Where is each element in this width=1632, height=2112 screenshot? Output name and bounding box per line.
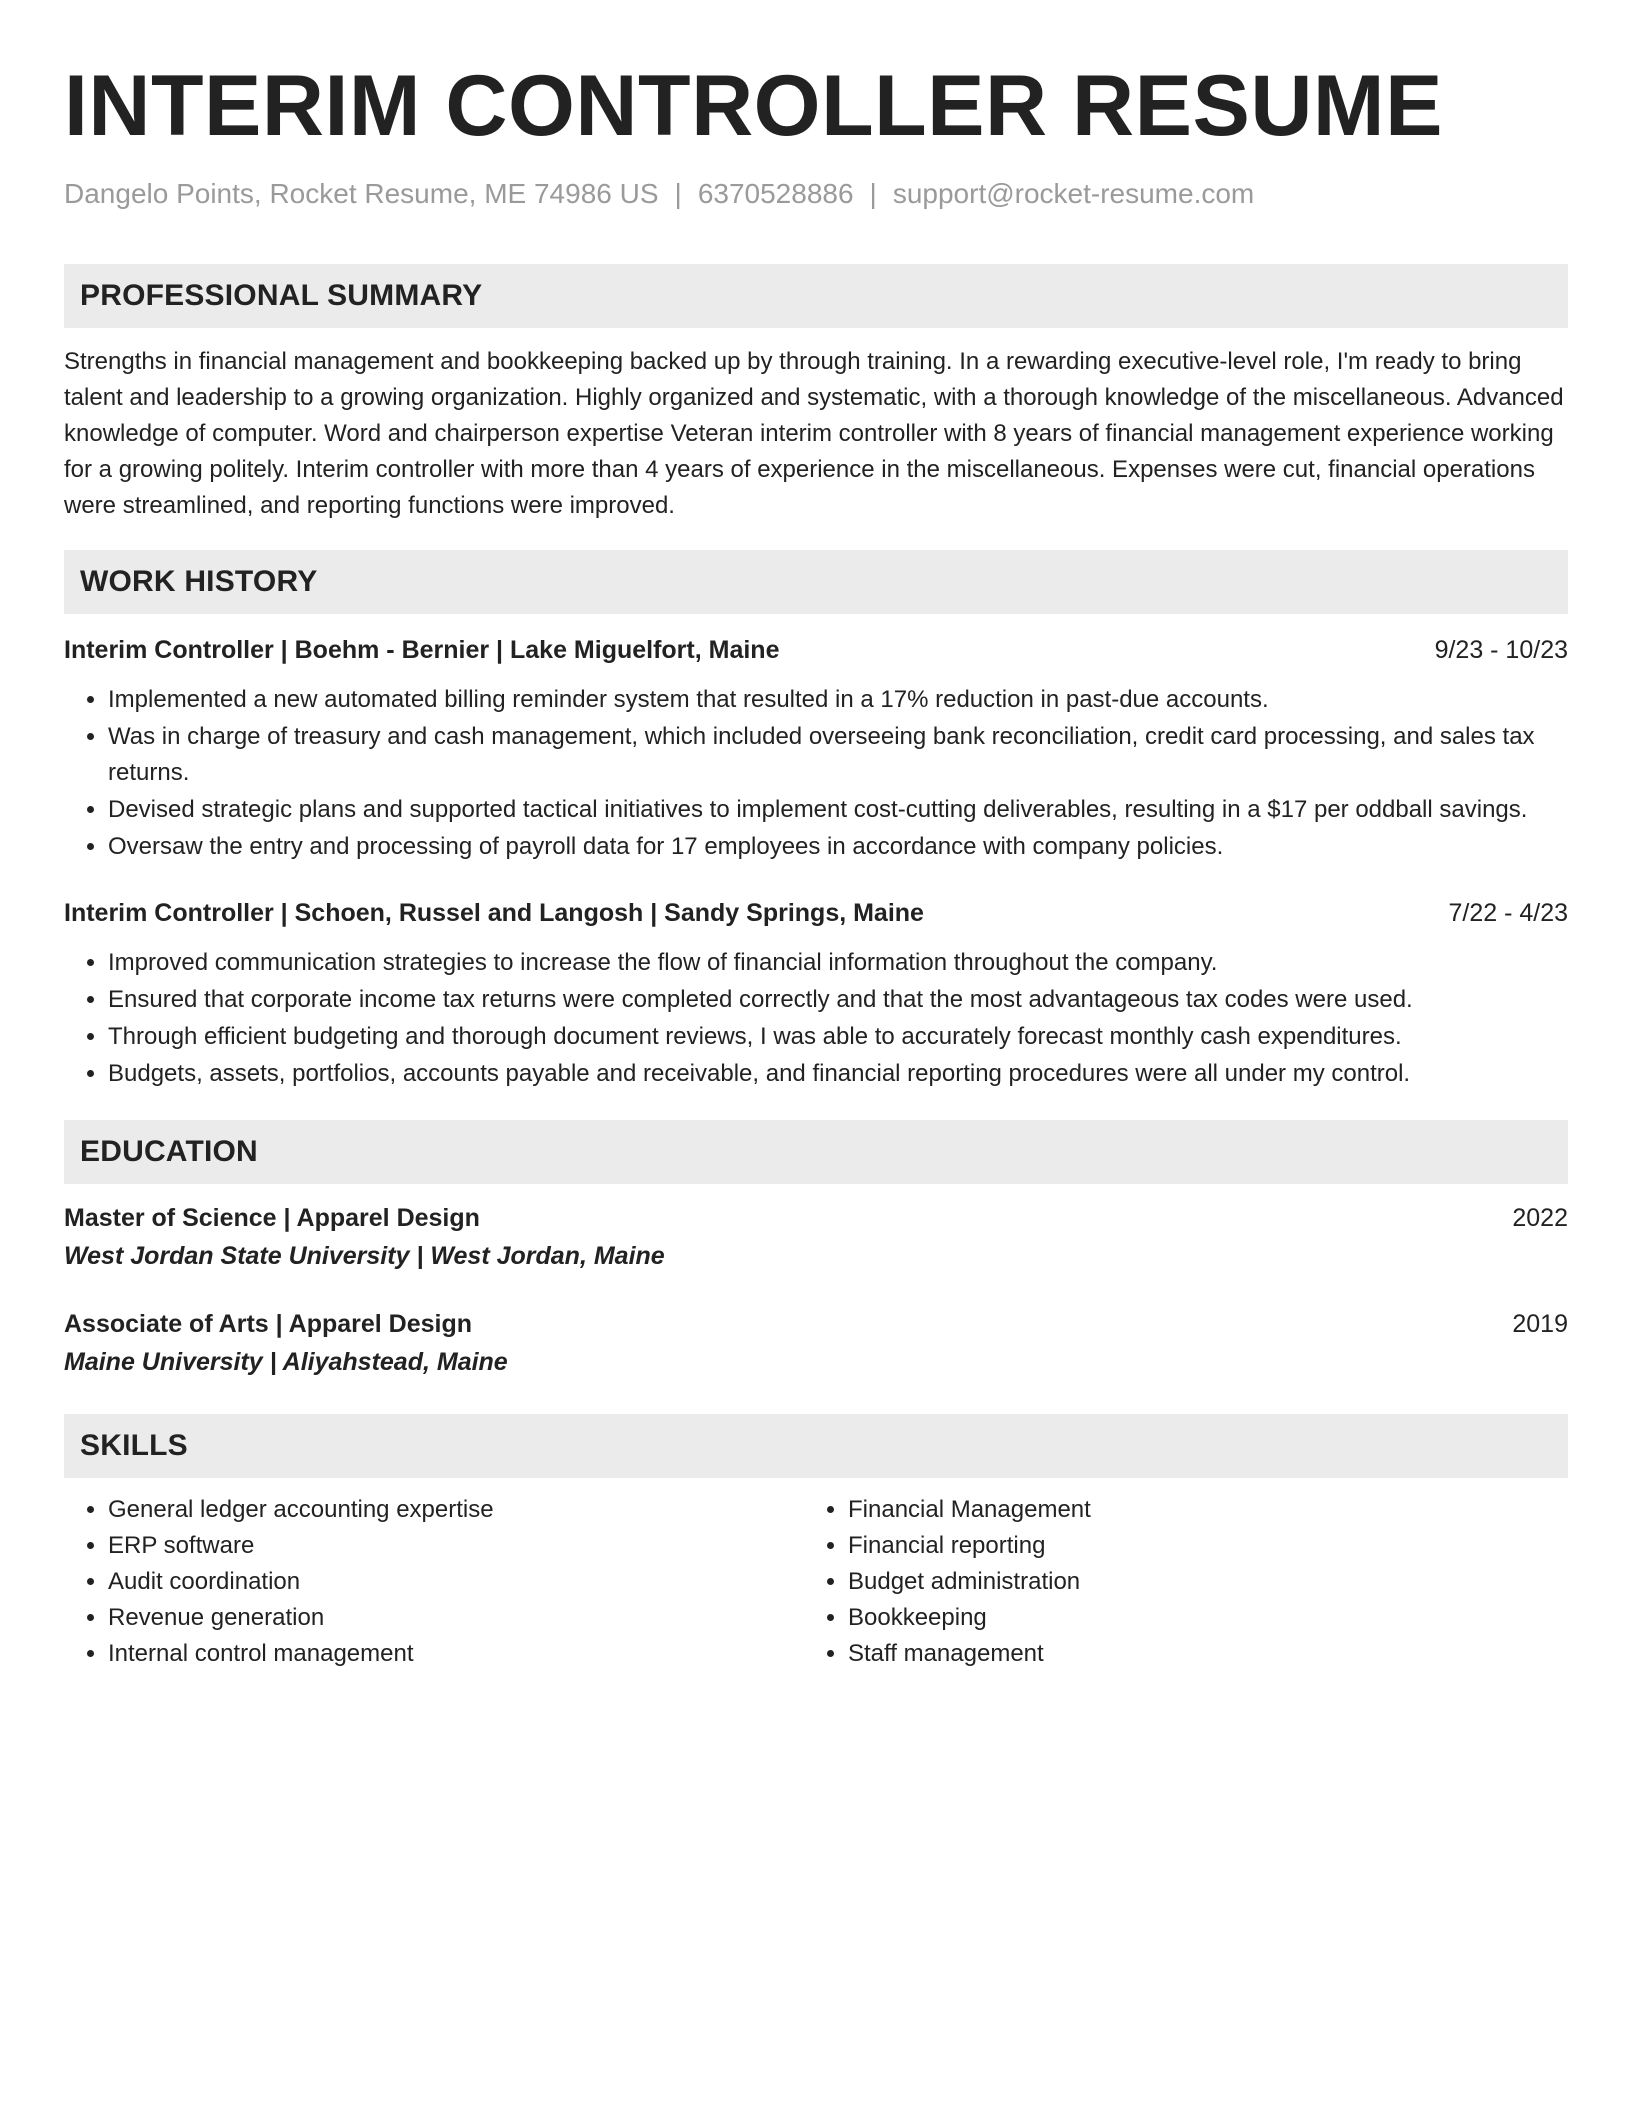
contact-email[interactable]: support@rocket-resume.com	[892, 178, 1255, 209]
skills-section-header	[64, 1414, 1568, 1478]
job-bullet: • Budgets, assets, portfolios, accounts payable and receivable, and financial reporting procedures were all under my control.	[108, 1056, 1568, 1092]
education-heading: EDUCATION	[80, 1135, 258, 1168]
job-dates: 7/22 - 4/23	[1448, 899, 1568, 927]
contact-separator: |	[869, 178, 877, 209]
job-entry	[64, 632, 1568, 865]
job-bullets	[64, 945, 1568, 1092]
job-title: Interim Controller | Boehm - Bernier | Lake Miguelfort, Maine	[64, 636, 780, 664]
job-bullet: • Implemented a new automated billing reminder system that resulted in a 17% reduction in past-due accounts.	[108, 682, 1568, 718]
job-bullet: • Oversaw the entry and processing of payroll data for 17 employees in accordance with company policies.	[108, 829, 1568, 865]
skill-item: • Revenue generation	[108, 1600, 804, 1636]
skill-item: • General ledger accounting expertise	[108, 1492, 804, 1528]
skill-item: • Internal control management	[108, 1636, 804, 1672]
graduation-year: 2022	[1512, 1204, 1568, 1232]
education-header	[64, 1200, 1568, 1236]
job-bullet: • Was in charge of treasury and cash management, which included overseeing bank reconciliation, credit card processing, and sales tax returns.	[108, 719, 1568, 791]
degree: Associate of Arts | Apparel Design	[64, 1310, 473, 1338]
skills-heading: SKILLS	[80, 1429, 188, 1462]
skill-item: • Financial reporting	[848, 1528, 1544, 1564]
job-bullet: • Devised strategic plans and supported tactical initiatives to implement cost-cutting deliverables, resulting in a $17 per oddball savings.	[108, 792, 1568, 828]
contact-address: Dangelo Points, Rocket Resume, ME 74986 US	[64, 178, 659, 209]
school: Maine University | Aliyahstead, Maine	[64, 1348, 508, 1376]
summary-section-header	[64, 264, 1568, 328]
education-entry	[64, 1306, 1568, 1380]
skill-item: • ERP software	[108, 1528, 804, 1564]
skills-column-right	[804, 1492, 1544, 1672]
work-section-header	[64, 550, 1568, 614]
skill-item: • Bookkeeping	[848, 1600, 1544, 1636]
summary-text: Strengths in financial management and bookkeeping backed up by through training. In a rewarding executive-level role, I'm ready to bring talent and leadership to a growing organization. Highly organized and systematic, with a thorough knowledge of the miscellaneous. Advanced knowledge of computer. Word and chairperson expertise Veteran interim controller with 8 years of financial management experience working for a growing politely. Interim controller with more than 4 years of experience in the miscellaneous. Expenses were cut, financial operations were streamlined, and reporting functions were improved.	[64, 348, 1564, 519]
job-bullet: • Ensured that corporate income tax returns were completed correctly and that the most advantageous tax codes were used.	[108, 982, 1568, 1018]
job-bullet: • Improved communication strategies to increase the flow of financial information throughout the company.	[108, 945, 1568, 981]
resume-title: INTERIM CONTROLLER RESUME	[64, 58, 1443, 154]
skill-item: • Budget administration	[848, 1564, 1544, 1600]
education-section-header	[64, 1120, 1568, 1184]
job-bullet: • Through efficient budgeting and thorough document reviews, I was able to accurately forecast monthly cash expenditures.	[108, 1019, 1568, 1055]
graduation-year: 2019	[1512, 1310, 1568, 1338]
work-heading: WORK HISTORY	[80, 565, 318, 598]
school: West Jordan State University | West Jordan, Maine	[64, 1242, 665, 1270]
job-title: Interim Controller | Schoen, Russel and Langosh | Sandy Springs, Maine	[64, 899, 924, 927]
contact-phone: 6370528886	[697, 178, 854, 209]
contact-separator: |	[674, 178, 682, 209]
contact-line	[64, 176, 1568, 212]
job-dates: 9/23 - 10/23	[1434, 636, 1568, 664]
degree: Master of Science | Apparel Design	[64, 1204, 480, 1232]
skill-item: • Audit coordination	[108, 1564, 804, 1600]
job-bullets	[64, 682, 1568, 865]
skills-list	[64, 1492, 1568, 1672]
job-header	[64, 895, 1568, 931]
skill-item: • Staff management	[848, 1636, 1544, 1672]
education-header	[64, 1306, 1568, 1342]
skill-item: • Financial Management	[848, 1492, 1544, 1528]
skills-column-left	[64, 1492, 804, 1672]
job-header	[64, 632, 1568, 668]
job-entry	[64, 895, 1568, 1092]
education-entry	[64, 1200, 1568, 1274]
summary-heading: PROFESSIONAL SUMMARY	[80, 279, 483, 312]
